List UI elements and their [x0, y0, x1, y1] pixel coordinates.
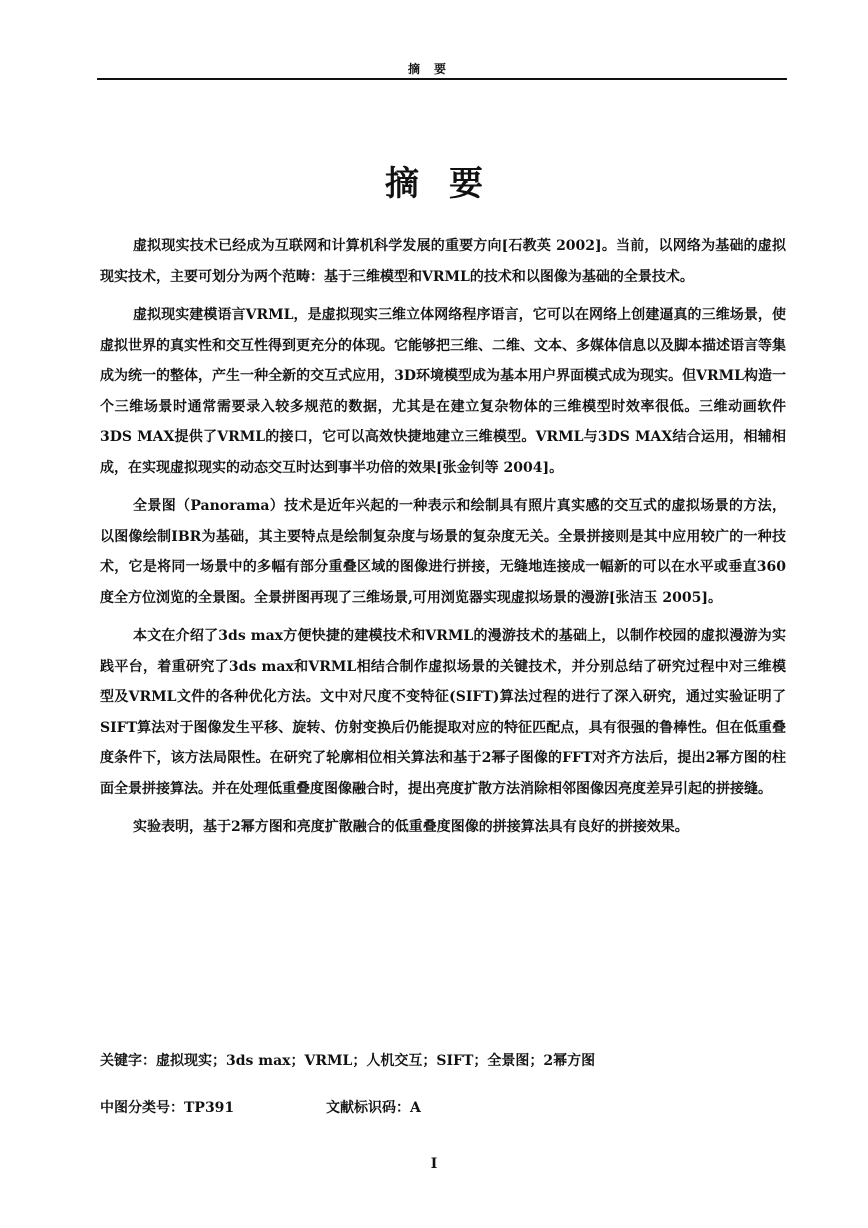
running-header: 摘要	[407, 62, 460, 76]
abstract-paragraph-4: 本文在介绍了3ds max方便快捷的建模技术和VRML的漫游技术的基础上，以制作校园的虚拟漫游为实践平台，着重研究了3ds max和VRML相结合制作虚拟场景的关键技术，并分别总结了研究过程中对三维模型及VRML文件的各种优化方法。文中对尺度不变特征(SIFT)算法过程的进行了深入研究，通过实验证明了SIFT算法对于图像发生平移、旋转、仿射变换后仍能提取对应的特征匹配点，具有很强的鲁棒性。但在低重叠度条件下，该方法局限性。在研究了轮廓相位相关算法和基于2幂子图像的FFT对齐方法后，提出2幂方图的柱面全景拼接算法。并在处理低重叠度图像融合时，提出亮度扩散方法消除相邻图像因亮度差异引起的拼接缝。	[100, 628, 786, 797]
page-title: 摘要	[385, 164, 513, 204]
abstract-paragraph-5: 实验表明，基于2幂方图和亮度扩散融合的低重叠度图像的拼接算法具有良好的拼接效果。	[133, 819, 689, 835]
document-code: 文献标识码：A	[326, 1100, 421, 1116]
abstract-body	[100, 231, 786, 851]
header-rule	[97, 78, 787, 80]
abstract-paragraph-1: 虚拟现实技术已经成为互联网和计算机科学发展的重要方向[石教英 2002]。当前，以网络为基础的虚拟现实技术，主要可划分为两个范畴：基于三维模型和VRML的技术和以图像为基础的全景技术。	[100, 238, 786, 285]
page-number: I	[430, 1156, 438, 1172]
keywords-line: 关键字：虚拟现实；3ds max；VRML；人机交互；SIFT；全景图；2幂方图	[100, 1053, 596, 1069]
abstract-paragraph-3: 全景图（Panorama）技术是近年兴起的一种表示和绘制具有照片真实感的交互式的虚拟场景的方法，以图像绘制IBR为基础，其主要特点是绘制复杂度与场景的复杂度无关。全景拼接则是其中应用较广的一种技术，它是将同一场景中的多幅有部分重叠区域的图像进行拼接，无缝地连接成一幅新的可以在水平或垂直360度全方位浏览的全景图。全景拼图再现了三维场景,可用浏览器实现虚拟场景的漫游[张洁玉 2005]。	[100, 498, 786, 606]
classification-number: 中图分类号：TP391	[100, 1100, 235, 1116]
abstract-paragraph-2: 虚拟现实建模语言VRML，是虚拟现实三维立体网络程序语言，它可以在网络上创建逼真的三维场景，使虚拟世界的真实性和交互性得到更充分的体现。它能够把三维、二维、文本、多媒体信息以及脚本描述语言等集成为统一的整体，产生一种全新的交互式应用，3D环境模型成为基本用户界面模式成为现实。但VRML构造一个三维场景时通常需要录入较多规范的数据，尤其是在建立复杂物体的三维模型时效率很低。三维动画软件3DS MAX提供了VRML的接口，它可以高效快捷地建立三维模型。VRML与3DS MAX结合运用，相辅相成，在实现虚拟现实的动态交互时达到事半功倍的效果[张金钊等 2004]。	[100, 307, 786, 476]
